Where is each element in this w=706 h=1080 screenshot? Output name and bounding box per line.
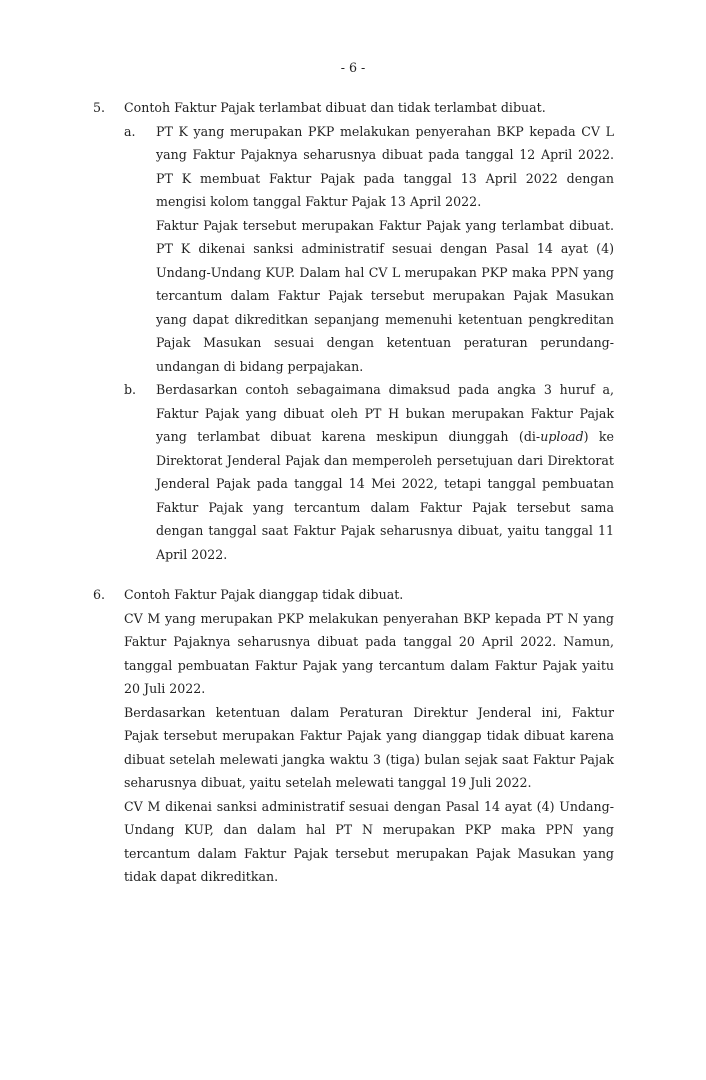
text-line (0, 261, 706, 285)
line-text: dibuat setelah melewati jangka waktu 3 (tiga) bulan sejak saat Faktur Pajak (124, 751, 614, 767)
text-line (0, 237, 706, 261)
text-line (0, 543, 706, 567)
text-line (0, 331, 706, 355)
text-line (0, 654, 706, 678)
line-text: seharusnya dibuat, yaitu setelah melewati tanggal 19 Juli 2022. (124, 775, 532, 790)
text-line (0, 190, 706, 214)
text-line (0, 143, 706, 167)
line-text: yang Faktur Pajaknya seharusnya dibuat pada tanggal 12 April 2022. (156, 147, 614, 162)
text-line (0, 519, 706, 543)
line-text: PT K membuat Faktur Pajak pada tanggal 13 April 2022 dengan (156, 170, 614, 186)
line-text: mengisi kolom tanggal Faktur Pajak 13 April 2022. (156, 194, 482, 209)
line-text (156, 425, 614, 449)
line-text: CV M yang merupakan PKP melakukan penyerahan BKP kepada PT N yang (124, 610, 614, 626)
line-text: tercantum dalam Faktur Pajak tersebut merupakan Pajak Masukan yang (124, 845, 614, 861)
line-text-part: yang terlambat dibuat karena meskipun diunggah (di- (156, 429, 541, 444)
line-text: Pajak tersebut merupakan Faktur Pajak yang dianggap tidak dibuat karena (124, 728, 614, 743)
item-title: Contoh Faktur Pajak dianggap tidak dibuat. (124, 587, 404, 602)
line-text: Pajak Masukan sesuai dengan ketentuan peraturan perundang- (156, 335, 614, 350)
text-line (0, 120, 706, 144)
text-line (0, 701, 706, 725)
text-line (0, 402, 706, 426)
item-number: 6. (93, 587, 106, 602)
line-text: Direktorat Jenderal Pajak dan memperoleh persetujuan dari Direktorat (156, 452, 614, 468)
text-line (0, 677, 706, 701)
line-text: tercantum dalam Faktur Pajak tersebut merupakan Pajak Masukan (156, 288, 614, 303)
text-line (0, 214, 706, 238)
text-line (0, 607, 706, 631)
sub-item-letter: b. (124, 382, 137, 397)
line-text: Undang-Undang KUP. Dalam hal CV L merupakan PKP maka PPN yang (156, 264, 614, 280)
item-number: 5. (93, 100, 106, 115)
text-line (0, 724, 706, 748)
line-text: PT K yang merupakan PKP melakukan penyerahan BKP kepada CV L (156, 123, 614, 139)
text-line (0, 771, 706, 795)
item-6-heading (0, 583, 706, 607)
italic-term: upload (540, 429, 584, 444)
line-text: Faktur Pajak tersebut merupakan Faktur Pajak yang terlambat dibuat. (156, 217, 614, 233)
text-line (0, 818, 706, 842)
line-text: CV M dikenai sanksi administratif sesuai dengan Pasal 14 ayat (4) Undang- (124, 798, 614, 814)
page-number: - 6 - (340, 60, 366, 75)
line-text: Faktur Pajak yang dibuat oleh PT H bukan merupakan Faktur Pajak (156, 405, 614, 421)
text-line (0, 472, 706, 496)
line-text: undangan di bidang perpajakan. (156, 358, 364, 374)
line-text: PT K dikenai sanksi administratif sesuai dengan Pasal 14 ayat (4) (156, 241, 614, 256)
line-text: Undang KUP, dan dalam hal PT N merupakan PKP maka PPN yang (124, 822, 614, 837)
text-line (0, 449, 706, 473)
text-line (0, 865, 706, 889)
item-title: Contoh Faktur Pajak terlambat dibuat dan tidak terlambat dibuat. (124, 100, 546, 115)
line-text: yang dapat dikreditkan sepanjang memenuhi ketentuan pengkreditan (156, 311, 614, 327)
text-line (0, 425, 706, 449)
line-text: dengan tanggal saat Faktur Pajak seharusnya dibuat, yaitu tanggal 11 (156, 523, 614, 538)
line-text: April 2022. (156, 546, 228, 562)
text-line (0, 795, 706, 819)
item-5a (0, 120, 706, 379)
text-line (0, 630, 706, 654)
line-text: 20 Juli 2022. (124, 681, 206, 696)
line-text: tidak dapat dikreditkan. (124, 869, 279, 884)
document-body (0, 96, 706, 889)
text-line (0, 496, 706, 520)
text-line (0, 355, 706, 379)
sub-item-letter: a. (124, 123, 136, 139)
text-line (0, 842, 706, 866)
line-text: Jenderal Pajak pada tanggal 14 Mei 2022, tetapi tanggal pembuatan (156, 476, 614, 491)
text-line (0, 308, 706, 332)
line-text-part: ) ke (583, 429, 614, 444)
text-line (0, 284, 706, 308)
line-text: Berdasarkan contoh sebagaimana dimaksud pada angka 3 huruf a, (156, 382, 614, 397)
text-line (0, 378, 706, 402)
line-text: Berdasarkan ketentuan dalam Peraturan Direktur Jenderal ini, Faktur (124, 704, 614, 720)
line-text: Faktur Pajaknya seharusnya dibuat pada tanggal 20 April 2022. Namun, (124, 634, 614, 649)
item-6-body (0, 607, 706, 889)
item-5b (0, 378, 706, 566)
text-line (0, 748, 706, 772)
item-5-heading (0, 96, 706, 120)
line-text: Faktur Pajak yang tercantum dalam Faktur Pajak tersebut sama (156, 499, 614, 515)
text-line (0, 167, 706, 191)
line-text: tanggal pembuatan Faktur Pajak yang tercantum dalam Faktur Pajak yaitu (124, 657, 614, 673)
